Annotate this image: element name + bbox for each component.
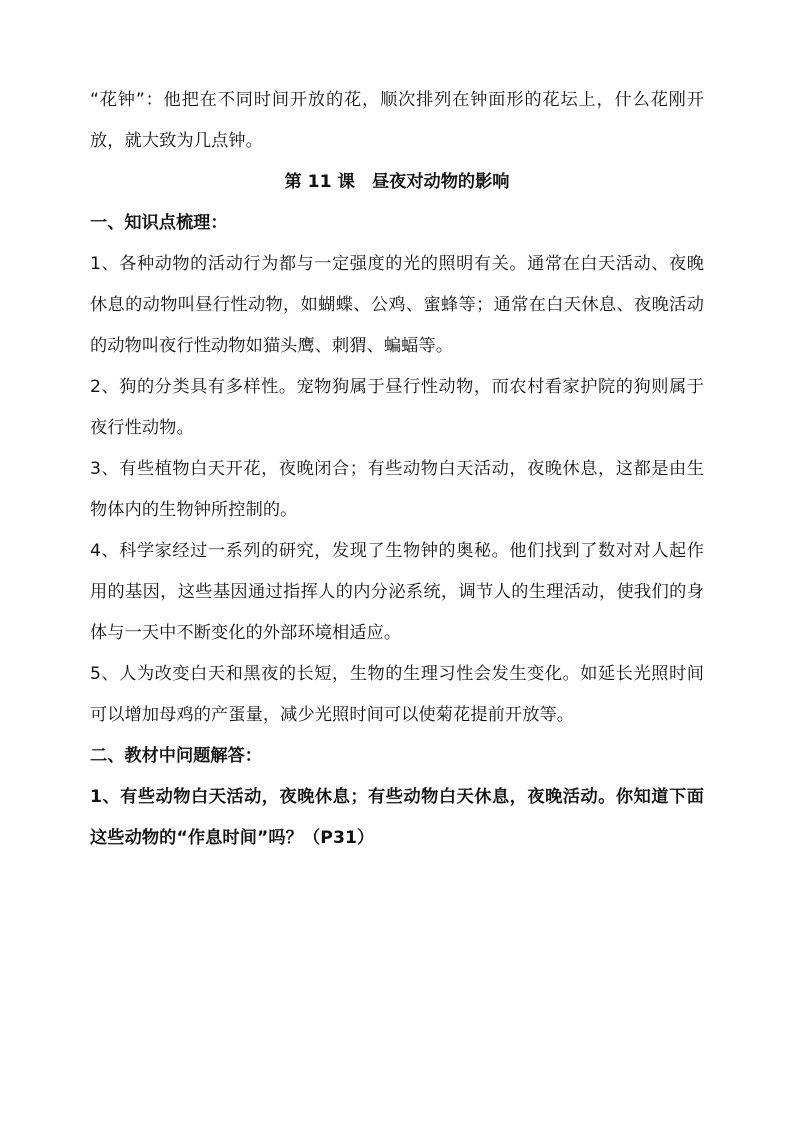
question-1: 1、有些动物白天活动，夜晚休息；有些动物白天休息，夜晚活动。你知道下面这些动物的“作息时间”吗？（P31） xyxy=(90,787,704,848)
knowledge-item-5: 5、人为改变白天和黑夜的长短，生物的生理习性会发生变化。如延长光照时间可以增加母鸡的产蛋量，减少光照时间可以使菊花提前开放等。 xyxy=(90,664,704,725)
section-heading-answers: 二、教材中问题解答： xyxy=(90,746,262,766)
section-heading-knowledge: 一、知识点梳理： xyxy=(90,213,228,233)
knowledge-item-4: 4、科学家经过一系列的研究，发现了生物钟的奥秘。他们找到了数对对人起作用的基因，这些基因通过指挥人的内分泌系统，调节人的生理活动，使我们的身体与一天中不断变化的外部环境相适应。 xyxy=(90,541,704,643)
lesson-title: 第 11 课 昼夜对动物的影响 xyxy=(284,172,510,192)
intro-paragraph: “花钟”：他把在不同时间开放的花，顺次排列在钟面形的花坛上，什么花刚开放，就大致为几点钟。 xyxy=(90,90,704,151)
knowledge-item-2: 2、狗的分类具有多样性。宠物狗属于昼行性动物，而农村看家护院的狗则属于夜行性动物。 xyxy=(90,377,704,438)
knowledge-item-1: 1、各种动物的活动行为都与一定强度的光的照明有关。通常在白天活动、夜晚休息的动物叫昼行性动物，如蝴蝶、公鸡、蜜蜂等；通常在白天休息、夜晚活动的动物叫夜行性动物如猫头鹰、刺猬、蝙蝠等。 xyxy=(90,254,704,356)
document-page xyxy=(90,80,704,859)
knowledge-item-3: 3、有些植物白天开花，夜晚闭合；有些动物白天活动，夜晚休息，这都是由生物体内的生物钟所控制的。 xyxy=(90,459,704,520)
